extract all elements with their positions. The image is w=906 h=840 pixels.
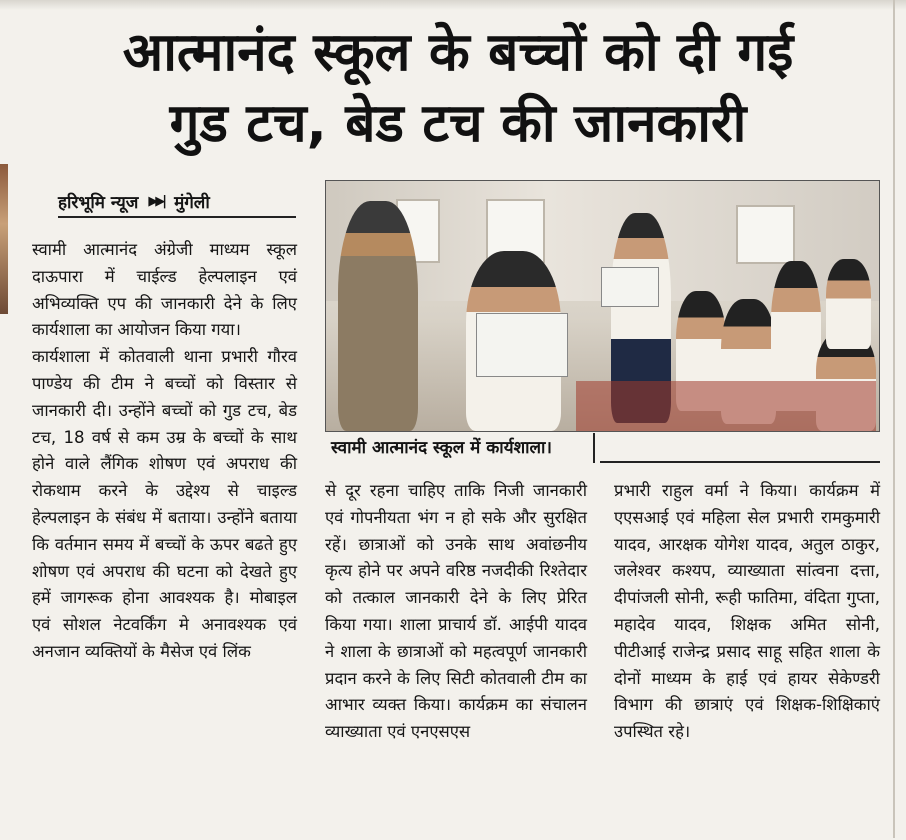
photo-police-officer (338, 201, 418, 431)
adjacent-article-strip (0, 150, 12, 840)
byline-source: हरिभूमि न्यूज (58, 192, 139, 213)
photo-caption: स्वामी आत्मानंद स्कूल में कार्यशाला। (325, 433, 595, 463)
headline-line-2: गुड टच, बेड टच की जानकारी (169, 93, 747, 154)
photo-placard (476, 313, 568, 377)
article-photo (325, 180, 880, 432)
photo-window (736, 205, 795, 264)
article-column-3 (614, 478, 880, 746)
photo-placard (601, 267, 659, 307)
article-column-1 (32, 237, 297, 666)
adjacent-photo-fragment (0, 164, 8, 314)
caption-rule (600, 461, 880, 463)
paragraph-4: प्रभारी राहुल वर्मा ने किया। कार्यक्रम में एएसआई एवं महिला सेल प्रभारी रामकुमारी यादव, आरक्षक योगेश यादव, अतुल ठाकुर, जलेश्वर कश्यप, व्याख्याता सांत्वना दत्ता, दीपांजली सोनी, रूही फातिमा, वंदिता गुप्ता, महादेव यादव, शिक्षक अमित सोनी, पीटीआई राजेन्द्र प्रसाद साहू सहित शाला के दोनों माध्यम के हाई एवं हायर सेकेण्डरी विभाग की छात्राएं एवं शिक्षक-शिक्षिकाएं उपस्थित रहे। (614, 481, 880, 742)
paragraph-2: कार्यशाला में कोतवाली थाना प्रभारी गौरव पाण्डेय की टीम ने बच्चों को विस्तार से जानकारी दी। उन्होंने बच्चों को गुड टच, बेड टच, 18 वर्ष से कम उम्र के बच्चों के साथ होने वाले लैंगिक शोषण एवं अपराध की रोकथाम करने के उद्देश्य से चाइल्ड हेल्पलाइन के संबंध में बताया। उन्होंने बताया कि वर्तमान समय में बच्चों के ऊपर बढते हुए शोषण एवं अपराध की घटना को देखते हुए हमें जागरूक होना आवश्यक है। मोबाइल एवं सोशल नेटवर्किंग मे अनावश्यक एवं अनजान व्यक्तियों के मैसेज एवं लिंक (32, 347, 297, 661)
byline-place: मुंगेली (174, 192, 210, 213)
article-column-2 (325, 478, 587, 746)
paragraph-1: स्वामी आत्मानंद अंग्रेजी माध्यम स्कूल दाऊपारा में चाईल्ड हेल्पलाइन एवं अभिव्यक्ति एप की जानकारी देने के लिए कार्यशाला का आयोजन किया गया। (32, 240, 297, 340)
article-headline (28, 18, 888, 160)
paragraph-3: से दूर रहना चाहिए ताकि निजी जानकारी एवं गोपनीयता भंग न हो सके और सुरक्षित रहें। छात्राओं को उनके साथ अवांछनीय कृत्य होने पर अपने वरिष्ठ नजदीकी रिश्तेदार को तत्काल जानकारी देने के लिए प्रेरित किया गया। शाला प्राचार्य डॉ. आईपी यादव ने शाला के छात्राओं को महत्वपूर्ण जानकारी प्रदान करने के लिए सिटी कोतवाली टीम का आभार व्यक्त किया। कार्यक्रम का संचालन व्याख्याता एवं एनएसएस (325, 481, 587, 742)
photo-student (826, 259, 871, 349)
byline-arrow-icon: ▶▶| (148, 193, 165, 209)
headline-line-1: आत्मानंद स्कूल के बच्चों को दी गई (122, 22, 794, 83)
photo-desks (576, 381, 876, 431)
byline (58, 186, 296, 218)
page-right-edge (893, 0, 895, 838)
page-top-edge (0, 0, 906, 10)
